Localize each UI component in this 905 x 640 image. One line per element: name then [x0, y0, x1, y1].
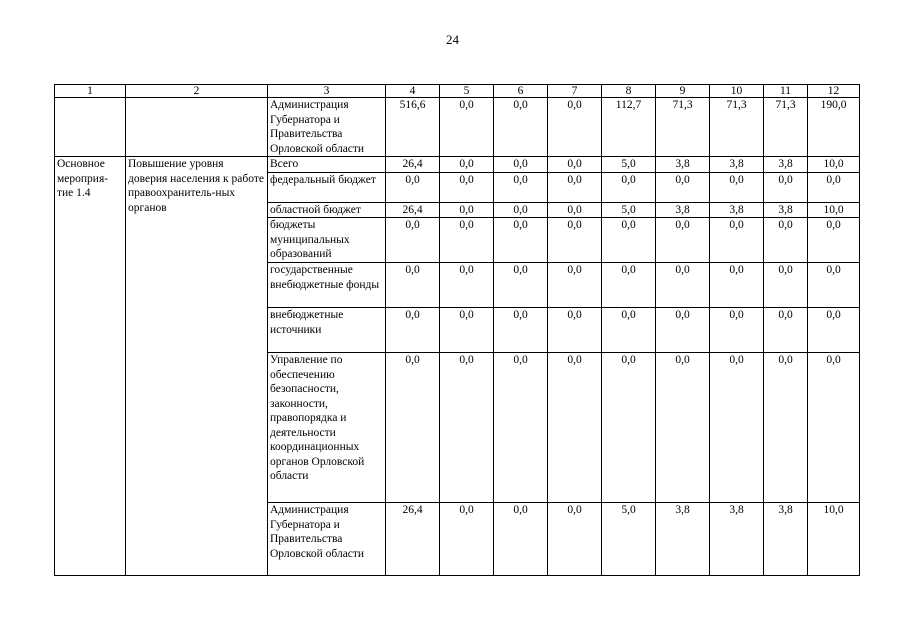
value-cell: 0,0 — [710, 308, 764, 353]
value-cell: 26,4 — [386, 157, 440, 173]
value-cell: 0,0 — [440, 263, 494, 308]
value-cell: 0,0 — [440, 218, 494, 263]
column-header: 7 — [548, 85, 602, 98]
value-cell: 3,8 — [656, 157, 710, 173]
value-cell: 0,0 — [494, 353, 548, 503]
value-cell: 3,8 — [764, 503, 808, 576]
funding-source: Администрация Губернатора и Правительства Орловской области — [268, 98, 386, 157]
funding-source: областной бюджет — [268, 202, 386, 218]
value-cell: 0,0 — [710, 172, 764, 202]
funding-source: федеральный бюджет — [268, 172, 386, 202]
value-cell: 5,0 — [602, 503, 656, 576]
value-cell: 0,0 — [808, 308, 860, 353]
value-cell: 3,8 — [710, 157, 764, 173]
value-cell: 0,0 — [764, 263, 808, 308]
value-cell: 0,0 — [808, 218, 860, 263]
value-cell: 0,0 — [440, 172, 494, 202]
value-cell: 0,0 — [386, 263, 440, 308]
value-cell: 0,0 — [808, 172, 860, 202]
value-cell: 0,0 — [494, 157, 548, 173]
funding-source: государственные внебюджетные фонды — [268, 263, 386, 308]
column-header: 1 — [55, 85, 126, 98]
column-header: 8 — [602, 85, 656, 98]
value-cell: 0,0 — [386, 353, 440, 503]
value-cell: 5,0 — [602, 157, 656, 173]
column-header: 3 — [268, 85, 386, 98]
column-header: 2 — [126, 85, 268, 98]
value-cell: 0,0 — [386, 172, 440, 202]
event-code: Основное мероприя-тие 1.4 — [55, 157, 126, 576]
funding-source: Всего — [268, 157, 386, 173]
value-cell: 0,0 — [602, 172, 656, 202]
value-cell: 0,0 — [494, 503, 548, 576]
budget-table — [54, 84, 860, 576]
value-cell: 0,0 — [548, 218, 602, 263]
empty-cell — [55, 98, 126, 157]
table-row — [55, 157, 860, 173]
value-cell: 0,0 — [548, 98, 602, 157]
value-cell: 0,0 — [440, 308, 494, 353]
value-cell: 3,8 — [710, 503, 764, 576]
value-cell: 0,0 — [440, 503, 494, 576]
value-cell: 3,8 — [656, 202, 710, 218]
value-cell: 112,7 — [602, 98, 656, 157]
value-cell: 0,0 — [710, 263, 764, 308]
value-cell: 0,0 — [494, 218, 548, 263]
funding-source: бюджеты муниципальных образований — [268, 218, 386, 263]
value-cell: 190,0 — [808, 98, 860, 157]
value-cell: 26,4 — [386, 503, 440, 576]
value-cell: 26,4 — [386, 202, 440, 218]
empty-cell — [126, 98, 268, 157]
value-cell: 10,0 — [808, 503, 860, 576]
value-cell: 0,0 — [710, 218, 764, 263]
value-cell: 0,0 — [494, 308, 548, 353]
value-cell: 3,8 — [710, 202, 764, 218]
value-cell: 3,8 — [764, 157, 808, 173]
value-cell: 0,0 — [494, 263, 548, 308]
funding-source: внебюджетные источники — [268, 308, 386, 353]
value-cell: 0,0 — [440, 98, 494, 157]
value-cell: 0,0 — [440, 202, 494, 218]
value-cell: 71,3 — [656, 98, 710, 157]
column-header: 9 — [656, 85, 710, 98]
value-cell: 0,0 — [602, 263, 656, 308]
value-cell: 0,0 — [656, 263, 710, 308]
value-cell: 3,8 — [656, 503, 710, 576]
value-cell: 0,0 — [548, 157, 602, 173]
value-cell: 5,0 — [602, 202, 656, 218]
value-cell: 71,3 — [764, 98, 808, 157]
value-cell: 0,0 — [440, 353, 494, 503]
value-cell: 0,0 — [386, 218, 440, 263]
value-cell: 0,0 — [548, 353, 602, 503]
funding-source: Управление по обеспечению безопасности, законности, правопорядка и деятельности координационных органов Орловской области — [268, 353, 386, 503]
column-header: 11 — [764, 85, 808, 98]
table-row — [55, 98, 860, 157]
value-cell: 0,0 — [602, 308, 656, 353]
value-cell: 0,0 — [764, 353, 808, 503]
value-cell: 71,3 — [710, 98, 764, 157]
event-name: Повышение уровня доверия населения к работе правоохранитель-ных органов — [126, 157, 268, 576]
value-cell: 0,0 — [764, 308, 808, 353]
column-header: 10 — [710, 85, 764, 98]
value-cell: 0,0 — [808, 263, 860, 308]
value-cell: 0,0 — [656, 218, 710, 263]
value-cell: 0,0 — [548, 308, 602, 353]
value-cell: 0,0 — [548, 172, 602, 202]
value-cell: 10,0 — [808, 202, 860, 218]
value-cell: 0,0 — [764, 172, 808, 202]
value-cell: 3,8 — [764, 202, 808, 218]
value-cell: 0,0 — [656, 353, 710, 503]
value-cell: 0,0 — [602, 218, 656, 263]
value-cell: 0,0 — [548, 202, 602, 218]
value-cell: 0,0 — [548, 263, 602, 308]
value-cell: 0,0 — [656, 308, 710, 353]
value-cell: 0,0 — [764, 218, 808, 263]
column-header: 12 — [808, 85, 860, 98]
value-cell: 0,0 — [710, 353, 764, 503]
value-cell: 0,0 — [808, 353, 860, 503]
column-header: 6 — [494, 85, 548, 98]
funding-source: Администрация Губернатора и Правительства Орловской области — [268, 503, 386, 576]
value-cell: 10,0 — [808, 157, 860, 173]
value-cell: 0,0 — [602, 353, 656, 503]
value-cell: 0,0 — [494, 202, 548, 218]
value-cell: 516,6 — [386, 98, 440, 157]
header-row — [55, 85, 860, 98]
column-header: 4 — [386, 85, 440, 98]
value-cell: 0,0 — [548, 503, 602, 576]
value-cell: 0,0 — [656, 172, 710, 202]
value-cell: 0,0 — [494, 98, 548, 157]
column-header: 5 — [440, 85, 494, 98]
value-cell: 0,0 — [494, 172, 548, 202]
value-cell: 0,0 — [440, 157, 494, 173]
page-number: 24 — [446, 32, 459, 47]
value-cell: 0,0 — [386, 308, 440, 353]
